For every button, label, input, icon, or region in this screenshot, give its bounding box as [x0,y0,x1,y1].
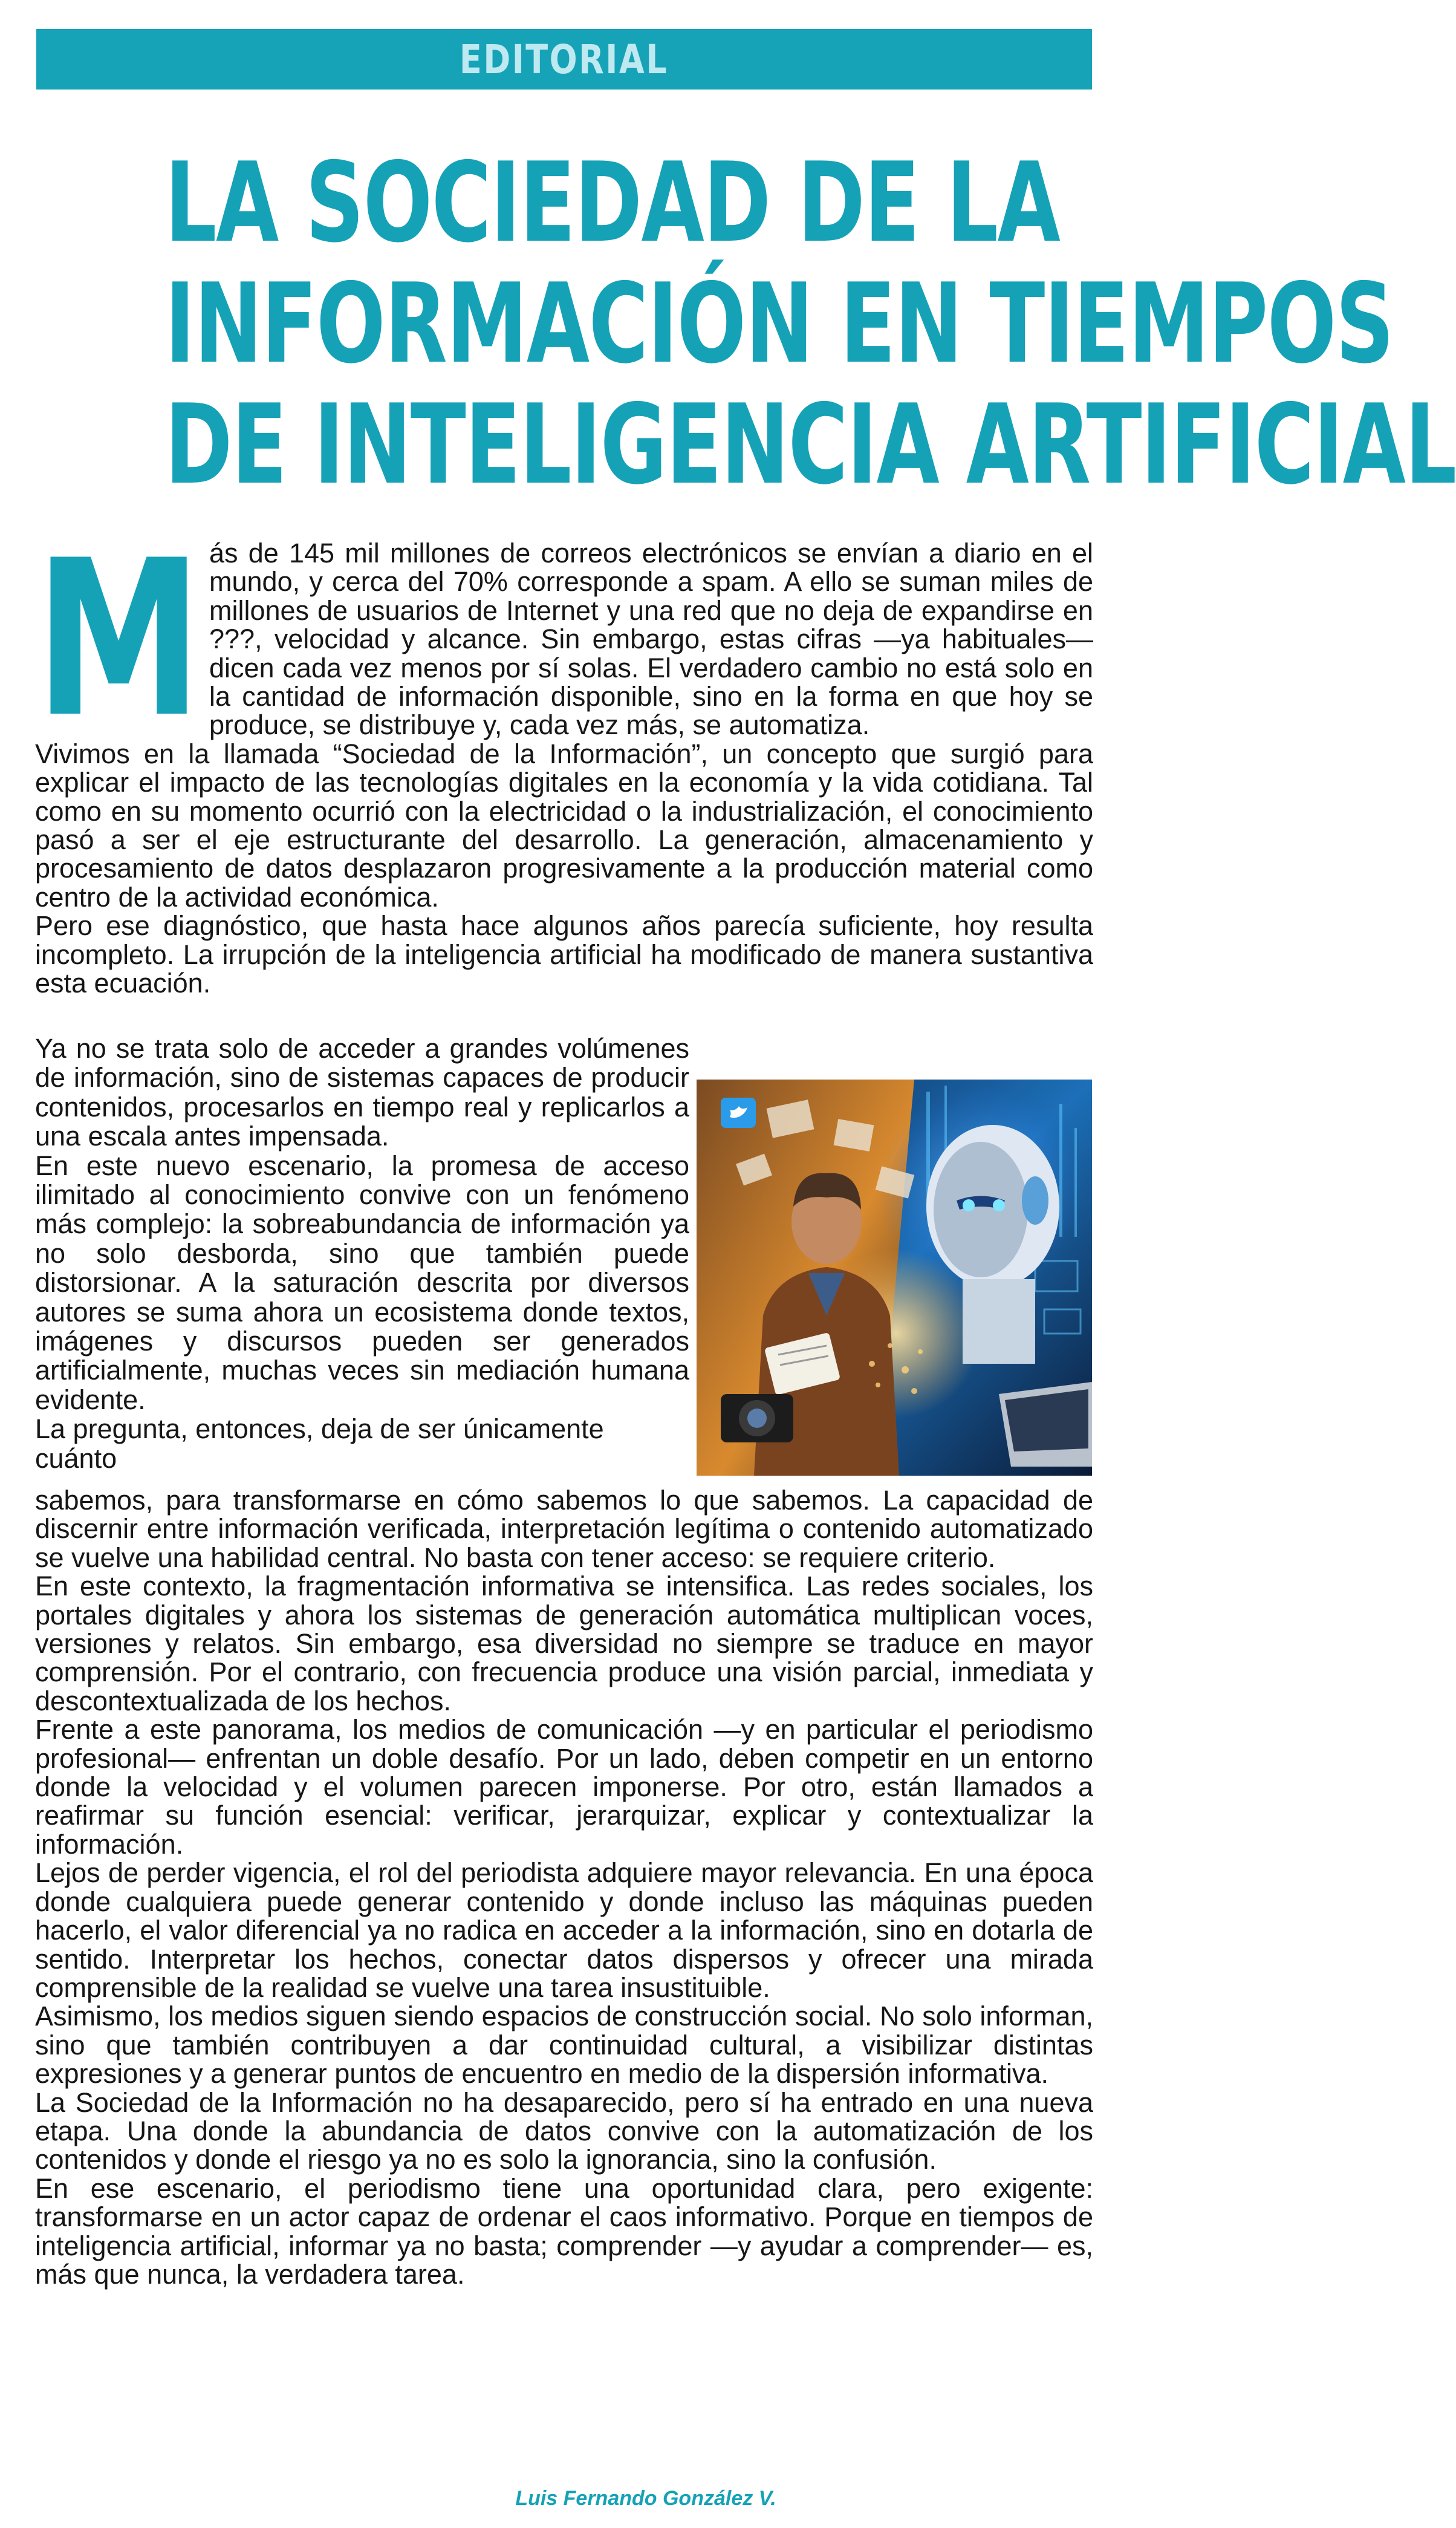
headline-line-3: DE INTELIGENCIA ARTIFICIAL [164,380,1456,509]
article-body-top [35,514,1093,999]
paragraph: En este contexto, la fragmentación informativa se intensifica. Las redes sociales, los portales digitales y ahora los sistemas de generación automática multiplican voces, versiones y relatos. Sin embargo, esa diversidad no siempre se traduce en mayor comprensión. Por el contrario, con frecuencia produce una visión parcial, inmediata y descontextualizada de los hechos. [35,1571,1093,1716]
author-byline: Luis Fernando González V. [515,2487,776,2510]
headline-line-2: INFORMACIÓN EN TIEMPOS [164,259,1394,388]
paragraph: sabemos, para transformarse en cómo sabemos lo que sabemos. La capacidad de discernir entre información verificada, interpretación legítima o contenido automatizado se vuelve una habilidad central. No basta con tener acceso: se requiere criterio. [35,1485,1093,1573]
section-header-bar [36,29,1092,90]
section-label: EDITORIAL [460,36,669,83]
paragraph: Asimismo, los medios siguen siendo espacios de construcción social. No solo informan, sino que también contribuyen a dar continuidad cultural, a visibilizar distintas expresiones y a generar puntos de encuentro en medio de la dispersión informativa. [35,2001,1093,2090]
illustration-svg [697,1080,1092,1476]
intro-paragraph [35,514,1093,764]
paragraph: La Sociedad de la Información no ha desaparecido, pero sí ha entrado en una nueva etapa. Una donde la abundancia de datos convive con la automatización de los contenidos y donde el riesgo ya no es solo la ignorancia, sino la confusión. [35,2087,1093,2175]
paragraph: Ya no se trata solo de acceder a grandes volúmenes de información, sino de sistemas capaces de producir contenidos, procesarlos en tiempo real y replicarlos a una escala antes impensada. [35,1033,689,1152]
article-illustration [697,1080,1092,1476]
paragraph: La pregunta, entonces, deja de ser únicamente cuánto [35,1413,604,1474]
paragraph: En este nuevo escenario, la promesa de acceso ilimitado al conocimiento convive con un fenómeno más complejo: la sobreabundancia de información ya no solo desborda, sino que también puede distorsionar. A la saturación descrita por diversos autores se suma ahora un ecosistema donde textos, imágenes y discursos pueden ser generados artificialmente, muchas veces sin mediación humana evidente. [35,1150,689,1415]
paragraph: Pero ese diagnóstico, que hasta hace algunos años parecía suficiente, hoy resulta incompleto. La irrupción de la inteligencia artificial ha modificado de manera sustantiva esta ecuación. [35,910,1093,999]
paragraph: Lejos de perder vigencia, el rol del periodista adquiere mayor relevancia. En una época donde cualquiera puede generar contenido y donde incluso las máquinas pueden hacerlo, el valor diferencial ya no radica en acceder a la información, sino en dotarla de sentido. Interpretar los hechos, conectar datos dispersos y ofrecer una mirada comprensible de la realidad se vuelve una tarea insustituible. [35,1857,1093,2003]
article-body-wrap-column [35,1034,689,1473]
article-headline [24,138,1456,509]
camera-icon [721,1394,793,1442]
laptop-icon [999,1382,1092,1467]
paragraph: Frente a este panorama, los medios de comunicación —y en particular el periodismo profesional— enfrentan un doble desafío. Por un lado, deben competir en un entorno donde la velocidad y el volumen parecen imponerse. Por otro, están llamados a reafirmar su función esencial: verificar, jerarquizar, explicar y contextualizar la información. [35,1714,1093,1860]
paragraph: Vivimos en la llamada “Sociedad de la Información”, un concepto que surgió para explicar el impacto de las tecnologías digitales en la economía y la vida cotidiana. Tal como en su momento ocurrió con la electricidad o la industrialización, el conocimiento pasó a ser el eje estructurante del desarrollo. La generación, almacenamiento y procesamiento de datos desplazaron progresivamente a la producción material como centro de la actividad económica. [35,738,1093,913]
paragraph: En ese escenario, el periodismo tiene una oportunidad clara, pero exigente: transformarse en un actor capaz de ordenar el caos informativo. Porque en tiempos de inteligencia artificial, informar ya no basta; comprender —y ayudar a comprender— es, más que nunca, la verdadera tarea. [35,2172,1093,2290]
twitter-icon [721,1098,756,1128]
drop-cap: M [35,514,203,764]
headline-line-1: LA SOCIEDAD DE LA [164,138,1060,267]
intro-text: ás de 145 mil millones de correos electrónicos se envían a diario en el mundo, y cerca del 70% corresponde a spam. A ello se suman miles de millones de usuarios de Internet y una red que no deja de expandirse en ???, velocidad y alcance. Sin embargo, estas cifras —ya habituales— dicen cada vez menos por sí solas. El verdadero cambio no está solo en la cantidad de información disponible, sino en la forma en que hoy se produce, se distribuye y, cada vez más, se automatiza. [209,538,1093,741]
article-body-bottom [35,1486,1093,2289]
